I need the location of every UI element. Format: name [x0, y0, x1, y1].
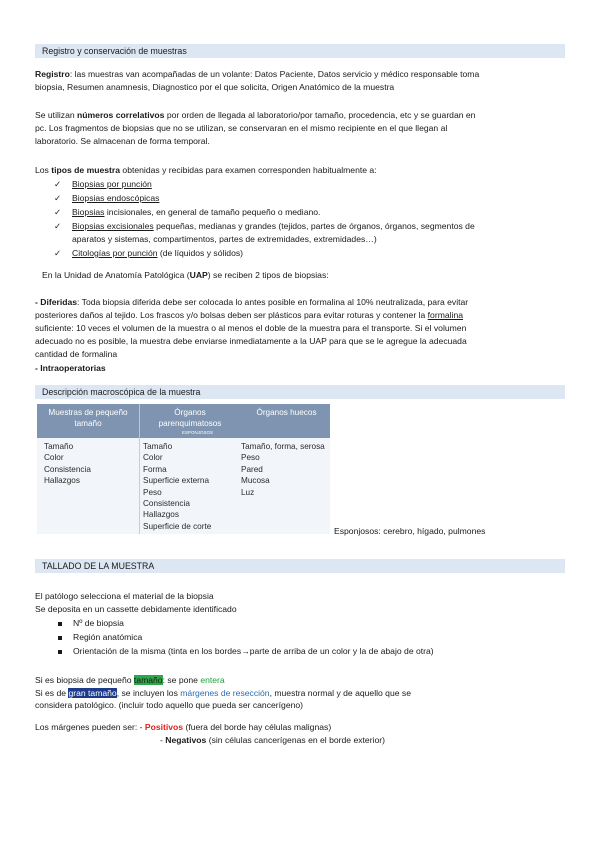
- check-icon: ✓: [54, 207, 62, 217]
- list-item: ✓ Biopsias por punción: [54, 179, 152, 189]
- diferidas-line5: cantidad de formalina: [35, 349, 118, 359]
- table-header-cell: Órganos parenquimatosos: [158, 408, 222, 428]
- grande-line1: Si es de gran tamaño, se incluyen los márgenes de resección, muestra normal y de aquello que se: [35, 688, 411, 698]
- numeros-line2: pc. Los fragmentos de biopsias que no se utilizan, se conservaran en el mismo recipiente en el que llegan al: [35, 123, 448, 133]
- table-cell: Pared: [241, 464, 263, 474]
- list-item: ✓ Biopsias endoscópicas: [54, 193, 160, 203]
- diferidas-line2: posteriores daños al tejido. Los frascos y/o bolsas deben ser plásticos para evitar roturas y contener la formalina: [35, 310, 464, 320]
- diferidas-line3: suficiente: 10 veces el volumen de la muestra o al menos el doble de la muestra para el transporte. Si el volumen: [35, 323, 467, 333]
- diferidas-line4: adecuado no es posible, la muestra debe enviarse inmediatamente a la UAP para que se le agregue la adecuada: [35, 336, 467, 346]
- section-title: Descripción macroscópica de la muestra: [42, 387, 201, 397]
- list-item-continuation: aparatos y sistemas, compartimentos, partes de extremidades, extremidades…): [72, 234, 377, 244]
- check-icon: ✓: [54, 179, 62, 189]
- list-item: ✓ Biopsias excisionales pequeñas, medianas y grandes (tejidos, partes de órganos, órganos, segmentos de: [54, 221, 475, 231]
- table-cell: Tamaño: [44, 442, 74, 451]
- list-item: ✓ Biopsias incisionales, en general de tamaño pequeño o mediano.: [54, 207, 321, 217]
- table-cell: Hallazgos: [143, 510, 179, 520]
- margenes-line2: - Negativos (sin células cancerígenas en el borde exterior): [160, 735, 385, 745]
- table-cell: Peso: [143, 487, 162, 497]
- margenes-line1: Los márgenes pueden ser: - Positivos (fuera del borde hay células malignas): [35, 722, 332, 732]
- esponjosos-note: Esponjosos: cerebro, hígado, pulmones: [334, 526, 486, 536]
- list-item: Nº de biopsia: [58, 617, 124, 629]
- square-bullet-icon: [58, 650, 62, 654]
- square-bullet-icon: [58, 636, 62, 640]
- section-title: TALLADO DE LA MUESTRA: [42, 561, 155, 571]
- numeros-line1: Se utilizan números correlativos por orden de llegada al laboratorio/por tamaño, procedencia, etc y se guardan en: [35, 110, 476, 120]
- tipos-intro: Los tipos de muestra obtenidas y recibidas para examen corresponden habitualmente a:: [35, 165, 377, 175]
- column-divider: [139, 438, 140, 534]
- section-title: Registro y conservación de muestras: [42, 46, 187, 56]
- list-item: Región anatómica: [58, 631, 142, 643]
- table-cell: Color: [143, 453, 163, 463]
- table-header-cell: Órganos huecos: [256, 408, 317, 417]
- check-icon: ✓: [54, 193, 62, 203]
- registro-paragraph-line2: biopsia, Resumen anamnesis, Diagnostico por el que solicita, Origen Anatómico de la muestra: [35, 82, 395, 92]
- list-item: Orientación de la misma (tinta en los bordes→parte de arriba de un color y la de abajo de otra): [58, 645, 434, 657]
- numeros-line3: laboratorio. Se almacenan de forma temporal.: [35, 136, 210, 146]
- table-cell: Luz: [241, 487, 255, 497]
- table-cell: Superficie de corte: [143, 521, 212, 531]
- table-cell: Tamaño: [143, 442, 173, 451]
- check-icon: ✓: [54, 248, 62, 258]
- table-column-small: [44, 441, 91, 487]
- section-header-registro: [35, 44, 565, 58]
- table-cell: Peso: [241, 453, 260, 463]
- table-header-cell: Muestras de pequeño tamaño: [48, 408, 128, 428]
- table-cell: Consistencia: [44, 464, 91, 474]
- grande-line2: considera patológico. (incluir todo aquello que pueda ser cancerígeno): [35, 700, 304, 710]
- table-subnote: ESPONJOSOS: [182, 430, 214, 435]
- table-cell: Forma: [143, 464, 167, 474]
- table-column-huecos: [241, 441, 325, 498]
- pequeno-line: Si es biopsia de pequeño tamaño: se pone entera: [35, 675, 225, 685]
- square-bullet-icon: [58, 622, 62, 626]
- list-item: ✓ Citologías por punción (de líquidos y sólidos): [54, 248, 244, 258]
- uap-line: En la Unidad de Anatomía Patológica (UAP) se reciben 2 tipos de biopsias:: [42, 270, 329, 280]
- diferidas-line1: - Diferidas: Toda biopsia diferida debe ser colocada lo antes posible en formalina al 10% neutralizada, para evitar: [35, 297, 469, 307]
- table-cell: Mucosa: [241, 476, 270, 486]
- table-cell: Superficie externa: [143, 476, 209, 486]
- table-cell: Consistencia: [143, 499, 190, 509]
- table-column-parenquimatosos: [143, 441, 211, 532]
- check-icon: ✓: [54, 221, 62, 231]
- table-cell: Hallazgos: [44, 476, 80, 486]
- table-cell: Tamaño, forma, serosa: [241, 442, 325, 451]
- intraoperatorias: - Intraoperatorias: [35, 363, 106, 373]
- section-header-tallado: [35, 559, 565, 573]
- tallado-line1: El patólogo selecciona el material de la biopsia: [35, 591, 214, 601]
- table-cell: Color: [44, 453, 64, 463]
- tallado-line2: Se deposita en un cassette debidamente identificado: [35, 604, 237, 614]
- registro-paragraph-line1: Registro: las muestras van acompañadas de un volante: Datos Paciente, Datos servicio y médico responsable toma: [35, 69, 480, 79]
- section-header-macro: [35, 385, 565, 399]
